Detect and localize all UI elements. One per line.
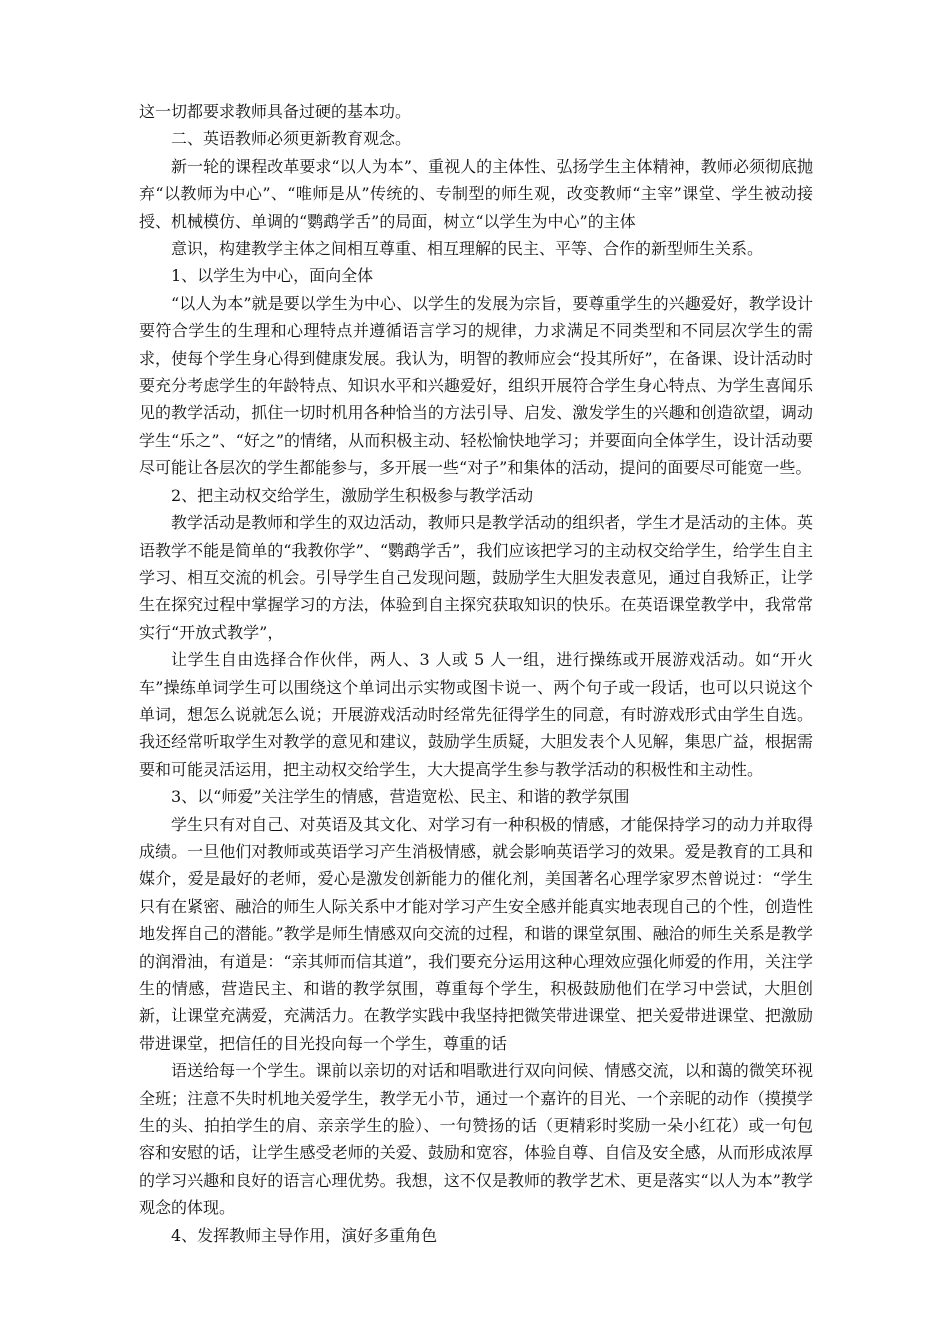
document-page [139, 98, 813, 1249]
section-heading-2: 二、英语教师必须更新教育观念。 [171, 129, 412, 149]
paragraph-4: 意识，构建教学主体之间相互尊重、相互理解的民主、平等、合作的新型师生关系。 [171, 239, 764, 259]
paragraph-9: 让学生自由选择合作伙伴，两人、3 人或 5 人一组，进行操练或开展游戏活动。如“开火车”操练单词学生可以围绕这个单词出示实物或图卡说一、两个句子或一段话，也可以只说这个单词，想怎么说就怎么说；开展游戏活动时经常先征得学生的同意，有时游戏形式由学生自选。我还经常听取学生对教学的意见和建议，鼓励学生质疑，大胆发表个人见解，集思广益，根据需要和可能灵活运用，把主动权交给学生，大大提高学生参与教学活动的积极性和主动性。 [139, 650, 813, 779]
paragraph-8: 教学活动是教师和学生的双边活动，教师只是教学活动的组织者，学生才是活动的主体。英语教学不能是简单的“我教你学”、“鹦鹉学舌”，我们应该把学习的主动权交给学生，给学生自主学习、相互交流的机会。引导学生自己发现问题，鼓励学生大胆发表意见，通过自我矫正，让学生在探究过程中掌握学习的方法，体验到自主探究获取知识的快乐。在英语课堂教学中，我常常实行“开放式教学”， [139, 513, 813, 642]
subheading-3: 3、以“师爱”关注学生的情感，营造宽松、民主、和谐的教学氛围 [171, 787, 630, 807]
subheading-1: 1、以学生为中心，面向全体 [171, 266, 374, 286]
paragraph-3: 新一轮的课程改革要求“以人为本”、重视人的主体性、弘扬学生主体精神，教师必须彻底抛弃“以教师为中心”、“唯师是从”传统的、专制型的师生观，改变教师“主宰”课堂、学生被动接授、机械模仿、单调的“鹦鹉学舌”的局面，树立“以学生为中心”的主体 [139, 156, 813, 231]
paragraph-1: 这一切都要求教师具备过硬的基本功。 [139, 102, 412, 121]
subheading-4: 4、发挥教师主导作用，演好多重角色 [171, 1225, 438, 1245]
paragraph-6: “以人为本”就是要以学生为中心、以学生的发展为宗旨，要尊重学生的兴趣爱好，教学设计要符合学生的生理和心理特点并遵循语言学习的规律，力求满足不同类型和不同层次学生的需求，使每个学生身心得到健康发展。我认为，明智的教师应会“投其所好”，在备课、设计活动时要充分考虑学生的年龄特点、知识水平和兴趣爱好，组织开展符合学生身心特点、为学生喜闻乐见的教学活动，抓住一切时机用各种恰当的方法引导、启发、激发学生的兴趣和创造欲望，调动学生“乐之”、“好之”的情绪，从而积极主动、轻松愉快地学习；并要面向全体学生，设计活动要尽可能让各层次的学生都能参与，多开展一些“对子”和集体的活动，提问的面要尽可能宽一些。 [139, 293, 813, 478]
paragraph-12: 语送给每一个学生。课前以亲切的对话和唱歌进行双向问候、情感交流，以和蔼的微笑环视全班；注意不失时机地关爱学生，教学无小节，通过一个嘉许的目光、一个亲昵的动作（摸摸学生的头、拍拍学生的肩、亲亲学生的脸）、一句赞扬的话（更精彩时奖励一朵小红花）或一句包容和安慰的话，让学生感受老师的关爱、鼓励和宽容，体验自尊、自信及安全感，从而形成浓厚的学习兴趣和良好的语言心理优势。我想，这不仅是教师的教学艺术、更是落实“以人为本”教学观念的体现。 [139, 1061, 813, 1218]
paragraph-11: 学生只有对自己、对英语及其文化、对学习有一种积极的情感，才能保持学习的动力并取得成绩。一旦他们对教师或英语学习产生消极情感，就会影响英语学习的效果。爱是教育的工具和媒介，爱是最好的老师，爱心是激发创新能力的催化剂，美国著名心理学家罗杰曾说过：“学生只有在紧密、融洽的师生人际关系中才能对学习产生安全感并能真实地表现自己的个性，创造性地发挥自己的潜能。”教学是师生情感双向交流的过程，和谐的课堂氛围、融洽的师生关系是教学的润滑油，有道是：“亲其师而信其道”，我们要充分运用这种心理效应强化师爱的作用，关注学生的情感，营造民主、和谐的教学氛围，尊重每个学生，积极鼓励他们在学习中尝试，大胆创新，让课堂充满爱，充满活力。在教学实践中我坚持把微笑带进课堂、把关爱带进课堂、把激励带进课堂，把信任的目光投向每一个学生，尊重的话 [139, 814, 813, 1053]
subheading-2: 2、把主动权交给学生，激励学生积极参与教学活动 [171, 485, 534, 505]
